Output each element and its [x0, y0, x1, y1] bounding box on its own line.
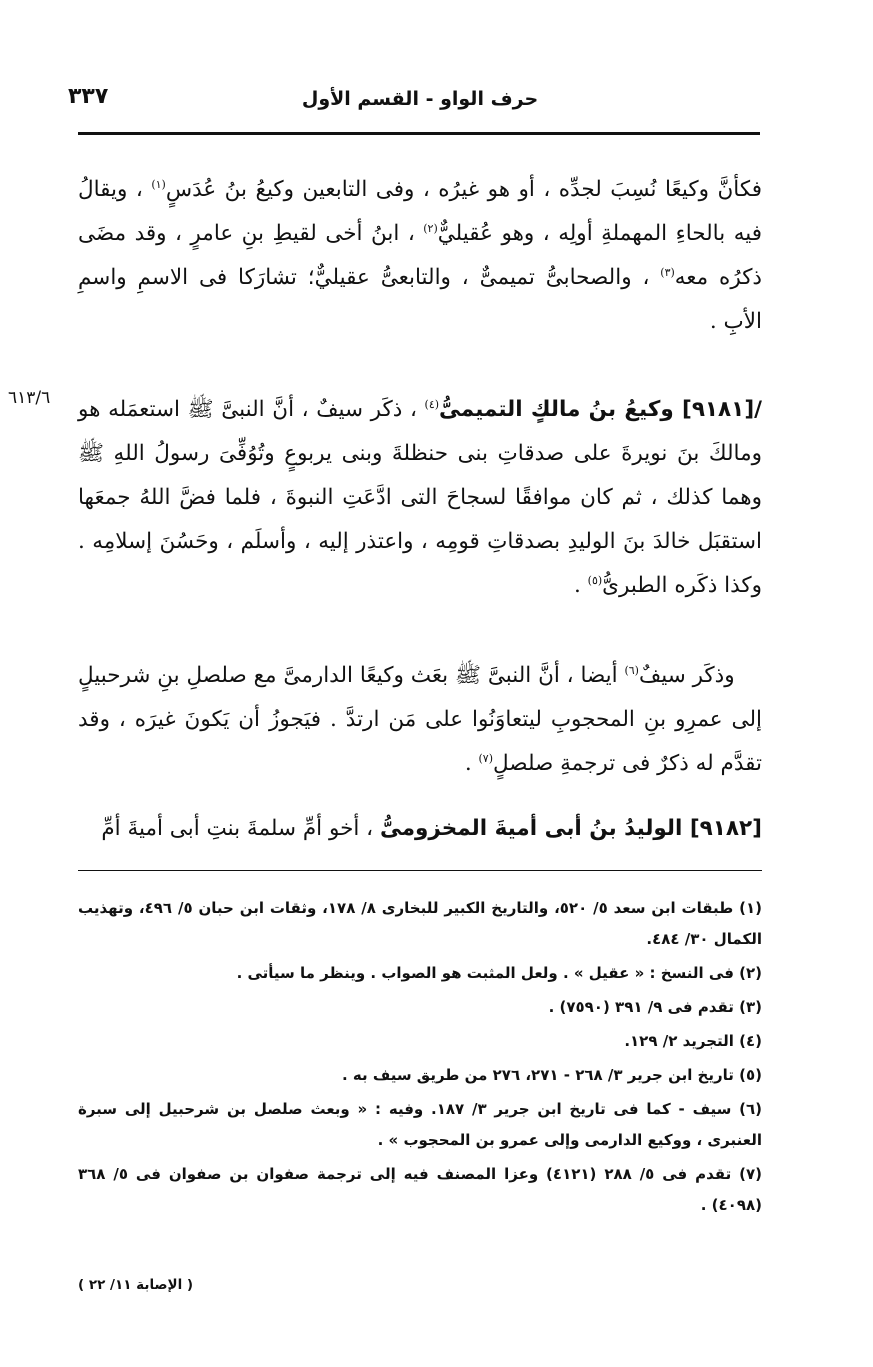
entry-9182-text	[78, 807, 762, 851]
footnote-4: (٤) التجريد ٢/ ١٢٩.	[624, 1032, 762, 1050]
margin-reference: ٦١٣/٦	[8, 388, 51, 408]
p1-text-d: ، والصحابىُّ تميمىٌّ ، والتابعىُّ عقيليٌّ؛ تشارَكا فى الاسمِ واسمِ الأبِ .	[78, 265, 762, 334]
entry-9182	[78, 807, 762, 851]
p1-text-a: فكأنَّ وكيعًا نُسِبَ لجدِّه ، أو هو غيرُه ، وفى التابعين وكيعُ بنُ عُدَسٍ	[165, 177, 762, 202]
footnote-ref-4: (٤)	[424, 397, 440, 411]
entry-9182-heading: [٩١٨٢] الوليدُ بنُ أبى أميةَ المخزومىُّ	[379, 816, 762, 841]
footnote-ref-3: (٣)	[660, 265, 675, 279]
footnote-ref-6: (٦)	[624, 663, 639, 677]
footnote-ref-2: (٢)	[423, 221, 438, 235]
footnote-rule	[78, 870, 762, 871]
footnote-7: (٧) تقدم فى ٥/ ٢٨٨ (٤١٢١) وعزا المصنف فيه إلى ترجمة صفوان بن صفوان فى ٥/ ٣٦٨ (٤٠٩٨) .	[78, 1165, 763, 1214]
p1-text-c: ، ابنُ أخى لقيطِ بنِ عامرٍ ، وقد مضَى ذكرُه معه	[78, 221, 762, 290]
paragraph-3-text	[78, 654, 762, 786]
p1-text-b: ، ويقالُ فيه بالحاءِ المهملةِ أولِه ، وهو عُقيليٌّ	[78, 177, 762, 246]
entry-9181-body: ، ذكَر سيفٌ ، أنَّ النبىَّ ﷺ استعمَله هو ومالكَ بنَ نويرةَ على صدقاتِ بنى حنظلةَ وبنى يربوعٍ وتُوُفِّىَ رسولُ اللهِ ﷺ وهما كذلك ، ثم كان موافقًا لسجاحَ التى ادَّعَتِ النبوةَ ، فلما فضَّ اللهُ جمعَها استقبَل خالدَ بنَ الوليدِ بصدقاتِ قومِه ، واعتذر إليه ، وأسلَم ، وحَسُنَ إسلامِه . وكذا ذكَره الطبرىُّ	[78, 397, 762, 598]
footnote-2: (٢) فى النسخ : « عقيل » . ولعل المثبت هو الصواب . وينظر ما سيأتى .	[236, 964, 762, 982]
signature-mark: ( الإصابة ١١/ ٢٢ )	[78, 1277, 194, 1293]
paragraph-1	[78, 168, 762, 344]
footnote-ref-1: (١)	[151, 177, 166, 191]
footnote-3: (٣) تقدم فى ٩/ ٣٩١ (٧٥٩٠) .	[548, 998, 762, 1016]
p3-end: .	[464, 751, 479, 776]
entry-9181-text	[78, 388, 762, 608]
entry-9181-end: .	[573, 573, 588, 598]
paragraph-1-text	[78, 168, 762, 344]
paragraph-3	[78, 654, 762, 786]
footnote-ref-7: (٧)	[478, 751, 494, 765]
footnote-6: (٦) سيف - كما فى تاريخ ابن جرير ٣/ ١٨٧. وفيه : « وبعث صلصل بن شرحبيل إلى سبرة العنبرى ، ووكيع الدارمى وإلى عمرو بن المحجوب » .	[78, 1100, 762, 1149]
p3-text-a: وذكَر سيفٌ	[638, 663, 735, 688]
entry-9181-heading: /[٩١٨١] وكيعُ بنُ مالكٍ التميمىُّ	[439, 397, 762, 422]
footnote-1: (١) طبقات ابن سعد ٥/ ٥٢٠، والتاريخ الكبير للبخارى ٨/ ١٧٨، وثقات ابن حبان ٥/ ٤٩٦، وتهذيب الكمال ٣٠/ ٤٨٤.	[78, 899, 763, 948]
page-number: ٣٣٧	[68, 84, 109, 109]
footnote-5: (٥) تاريخ ابن جرير ٣/ ٢٦٨ - ٢٧١، ٢٧٦ من طريق سيف به .	[341, 1066, 762, 1084]
running-header-title: حرف الواو - القسم الأول	[301, 88, 539, 110]
header-rule	[78, 132, 760, 135]
footnote-ref-5: (٥)	[587, 573, 603, 587]
p3-text-b: أيضا ، أنَّ النبىَّ ﷺ بعَث وكيعًا الدارمىَّ مع صلصلِ بنِ شرحبيلٍ إلى عمرِو بنِ المحجوبِ ليتعاوَنُوا على مَن ارتدَّ . فيَجوزُ أن يَكونَ غيرَه ، وقد تقدَّم له ذكرٌ فى ترجمةِ صلصلٍ	[78, 663, 762, 776]
entry-9182-body: ، أخو أمِّ سلمةَ بنتِ أبى أميةَ أمِّ	[101, 816, 380, 841]
footnotes	[78, 893, 762, 1221]
entry-9181	[78, 388, 762, 608]
